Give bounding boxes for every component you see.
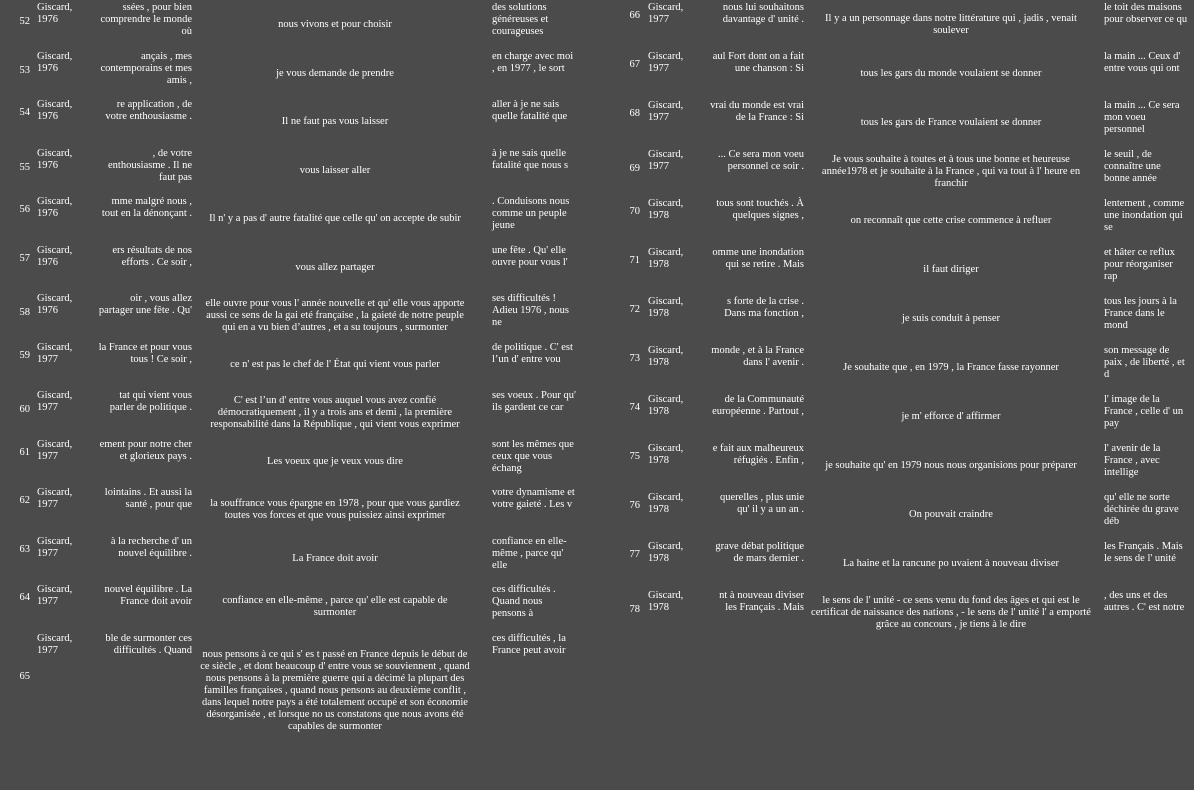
concordance-row bbox=[0, 146, 588, 195]
concordance-row bbox=[612, 588, 1194, 637]
speaker-year: Giscard, 1977 bbox=[37, 341, 73, 365]
left-context: monde , et à la France dans l' avenir . bbox=[711, 345, 804, 368]
row-number: 63 bbox=[19, 543, 30, 555]
left-context: lointains . Et aussi la santé , pour que bbox=[104, 487, 192, 510]
left-context: nous lui souhaitons davantage d' unité . bbox=[722, 2, 804, 25]
right-context: et hâter ce reflux pour réorganiser rap bbox=[1104, 247, 1175, 282]
speaker-year: Giscard, 1977 bbox=[37, 487, 73, 510]
row-number: 74 bbox=[629, 402, 640, 413]
row-number: 70 bbox=[629, 206, 640, 217]
speaker-year: Giscard, 1976 bbox=[37, 2, 73, 25]
concordance-row bbox=[612, 490, 1194, 539]
right-context: qu' elle ne sorte déchirée du grave déb bbox=[1104, 492, 1179, 527]
right-context: sont les mêmes que ceux que vous échang bbox=[492, 438, 574, 474]
row-number: 65 bbox=[19, 670, 30, 682]
left-context: ançais , mes contemporains et mes amis , bbox=[100, 50, 192, 86]
keyword-in-context: ce n' est pas le chef de l' État qui vient vous parler bbox=[230, 358, 440, 370]
left-context: nt à nouveau diviser les Français . Mais bbox=[719, 590, 804, 613]
right-context: la main ... Ce sera mon voeu personnel bbox=[1104, 100, 1180, 135]
concordance-row bbox=[0, 388, 588, 437]
speaker-year: Giscard, 1977 bbox=[648, 100, 684, 123]
keyword-in-context: vous allez partager bbox=[295, 261, 375, 273]
keyword-in-context: Je vous souhaite à toutes et à tous une bonne et heureuse année1978 et je souhaite à la France , qui va tout à l' heure en franchir bbox=[821, 154, 1081, 189]
keyword-in-context: il faut diriger bbox=[923, 264, 979, 275]
keyword-in-context: je m' efforce d' affirmer bbox=[901, 411, 1001, 422]
speaker-year: Giscard, 1978 bbox=[648, 541, 684, 564]
row-number: 53 bbox=[19, 64, 30, 76]
left-context: ement pour notre cher et glorieux pays . bbox=[99, 438, 192, 462]
right-context: , des uns et des autres . C' est notre bbox=[1104, 590, 1185, 613]
speaker-year: Giscard, 1976 bbox=[37, 244, 73, 268]
right-context: ses voeux . Pour qu' ils gardent ce car bbox=[492, 390, 576, 413]
keyword-in-context: Les voeux que je veux vous dire bbox=[267, 455, 403, 467]
right-context: ces difficultés , la France peut avoir bbox=[492, 632, 566, 656]
left-context: nouvel équilibre . La France doit avoir bbox=[104, 584, 192, 607]
speaker-year: Giscard, 1976 bbox=[37, 99, 73, 122]
row-number: 76 bbox=[629, 500, 640, 511]
concordance-row bbox=[612, 0, 1194, 49]
row-number: 72 bbox=[629, 304, 640, 315]
left-context: ... Ce sera mon voeu personnel ce soir . bbox=[717, 149, 804, 172]
left-context: la France et pour vous tous ! Ce soir , bbox=[98, 341, 192, 365]
left-context: oir , vous allez partager une fête . Qu' bbox=[98, 293, 192, 316]
concordance-row bbox=[612, 245, 1194, 294]
row-number: 52 bbox=[19, 16, 30, 27]
keyword-in-context: On pouvait craindre bbox=[909, 509, 993, 520]
keyword-in-context: tous les gars du monde voulaient se donner bbox=[860, 68, 1042, 79]
row-number: 60 bbox=[19, 404, 30, 415]
concordance-row bbox=[0, 582, 588, 631]
speaker-year: Giscard, 1977 bbox=[648, 2, 684, 25]
left-context: à la recherche d' un nouvel équilibre . bbox=[110, 535, 192, 559]
speaker-year: Giscard, 1978 bbox=[648, 492, 684, 515]
speaker-year: Giscard, 1978 bbox=[648, 247, 684, 270]
keyword-in-context: je suis conduit à penser bbox=[902, 313, 1000, 324]
concordance-row bbox=[612, 343, 1194, 392]
right-context: l' image de la France , celle d' un pay bbox=[1104, 394, 1184, 429]
keyword-in-context: Il ne faut pas vous laisser bbox=[281, 116, 389, 127]
left-context: omme une inondation qui se retire . Mais bbox=[712, 247, 804, 270]
concordance-row bbox=[0, 437, 588, 486]
keyword-in-context: je souhaite qu' en 1979 nous nous organisions pour préparer bbox=[825, 460, 1077, 471]
speaker-year: Giscard, 1977 bbox=[648, 149, 684, 172]
right-context: ses difficultés ! Adieu 1976 , nous ne bbox=[492, 293, 569, 328]
keyword-in-context: La haine et la rancune po uvaient à nouveau diviser bbox=[842, 558, 1060, 569]
right-context: son message de paix , de liberté , et d bbox=[1104, 345, 1185, 380]
right-context: confiance en elle-même , parce qu' elle bbox=[492, 535, 567, 571]
right-context: . Conduisons nous comme un peuple jeune bbox=[492, 196, 570, 231]
row-number: 78 bbox=[629, 604, 640, 615]
right-context: le seuil , de connaître une bonne année bbox=[1104, 149, 1161, 184]
concordance-row bbox=[612, 196, 1194, 245]
row-number: 75 bbox=[629, 451, 640, 462]
concordance-row bbox=[612, 441, 1194, 490]
right-concordance-column bbox=[612, 0, 1194, 637]
row-number: 54 bbox=[19, 107, 30, 118]
speaker-year: Giscard, 1976 bbox=[37, 293, 73, 316]
keyword-in-context: tous les gars de France voulaient se donner bbox=[860, 117, 1042, 128]
concordance-row bbox=[0, 0, 588, 49]
keyword-in-context: C' est l’un d' entre vous auquel vous avez confié démocratiquement , il y a trois ans et demi , la première responsabilité dans la République , qui vient vous exprimer bbox=[210, 395, 460, 430]
row-number: 57 bbox=[19, 252, 30, 264]
concordance-row bbox=[612, 392, 1194, 441]
row-number: 73 bbox=[629, 353, 640, 364]
row-number: 69 bbox=[629, 163, 640, 174]
right-context: une fête . Qu' elle ouvre pour vous l' bbox=[492, 244, 568, 268]
right-context: des solutions généreuses et courageuses bbox=[492, 2, 549, 37]
row-number: 71 bbox=[629, 255, 640, 266]
left-context: grave débat politique de mars dernier . bbox=[715, 541, 804, 564]
keyword-in-context: Il y a un personnage dans notre littérature qui , jadis , venait soulever bbox=[825, 13, 1077, 36]
speaker-year: Giscard, 1976 bbox=[37, 196, 73, 219]
row-number: 66 bbox=[629, 10, 640, 21]
concordance-row bbox=[0, 340, 588, 389]
left-context: ssées , pour bien comprendre le monde où bbox=[100, 2, 192, 37]
keyword-in-context: le sens de l' unité - ce sens venu du fond des âges et qui est le certificat de naissance des nations , - le sens de l' unité l' a emporté grâce au concours , je tiens à le dire bbox=[811, 595, 1091, 630]
speaker-year: Giscard, 1978 bbox=[648, 394, 684, 417]
row-number: 55 bbox=[19, 161, 30, 173]
speaker-year: Giscard, 1978 bbox=[648, 443, 684, 466]
left-context: querelles , plus unie qu' il y a un an . bbox=[720, 492, 804, 515]
left-context: de la Communauté européenne . Partout , bbox=[712, 394, 804, 417]
row-number: 67 bbox=[629, 59, 640, 70]
speaker-year: Giscard, 1978 bbox=[648, 345, 684, 368]
speaker-year: Giscard, 1977 bbox=[37, 535, 73, 559]
speaker-year: Giscard, 1977 bbox=[648, 51, 684, 74]
keyword-in-context: nous pensons à ce qui s' es t passé en France depuis le début de ce siècle , et dont beaucoup d' entre vous se souviennent , quand nous pensons à la première guerre qui a décimé la plupart des familles françaises , quand nous pensons au deuxième conflit , dans lequel notre pays a été totalement occupé et son économie désorganisée , et lorsque no us constatons que nous avons été capables de surmonter bbox=[200, 648, 470, 732]
keyword-in-context: vous laisser aller bbox=[299, 164, 371, 176]
concordance-row bbox=[612, 539, 1194, 588]
speaker-year: Giscard, 1977 bbox=[37, 390, 73, 413]
row-number: 61 bbox=[19, 446, 30, 458]
row-number: 77 bbox=[629, 549, 640, 560]
row-number: 59 bbox=[19, 349, 30, 361]
keyword-in-context: elle ouvre pour vous l' année nouvelle et qu' elle vous apporte aussi ce sens de la gai eté française , la gaieté de notre peuple qui en a vu bien d’autres , et a su toujours , surmonter bbox=[205, 298, 465, 333]
speaker-year: Giscard, 1976 bbox=[37, 50, 73, 74]
concordance-row bbox=[0, 194, 588, 243]
row-number: 64 bbox=[19, 592, 30, 603]
left-concordance-column bbox=[0, 0, 588, 751]
concordance-row bbox=[0, 485, 588, 534]
right-context: de politique . C' est l’un d' entre vou bbox=[492, 341, 573, 365]
left-context: ble de surmonter ces difficultés . Quand bbox=[105, 632, 192, 656]
concordance-row bbox=[0, 631, 588, 751]
speaker-year: Giscard, 1978 bbox=[648, 296, 684, 319]
keyword-in-context: la souffrance vous épargne en 1978 , pour que vous gardiez toutes vos forces et que vous puissiez ainsi exprimer bbox=[210, 498, 460, 521]
speaker-year: Giscard, 1976 bbox=[37, 147, 73, 171]
right-context: le toit des maisons pour observer ce qu bbox=[1104, 2, 1188, 25]
right-context: la main ... Ceux d' entre vous qui ont bbox=[1104, 51, 1181, 74]
keyword-in-context: La France doit avoir bbox=[292, 552, 378, 564]
concordance-row bbox=[612, 294, 1194, 343]
keyword-in-context: confiance en elle-même , parce qu' elle est capable de surmonter bbox=[222, 595, 448, 618]
speaker-year: Giscard, 1977 bbox=[37, 438, 73, 462]
row-number: 62 bbox=[19, 495, 30, 506]
speaker-year: Giscard, 1977 bbox=[37, 584, 73, 607]
right-context: votre dynamisme et votre gaieté . Les v bbox=[492, 487, 575, 510]
concordance-row bbox=[0, 49, 588, 98]
speaker-year: Giscard, 1977 bbox=[37, 632, 73, 656]
concordance-row bbox=[0, 243, 588, 292]
concordance-row bbox=[612, 147, 1194, 196]
left-context: mme malgré nous , tout en la dénonçant . bbox=[101, 196, 192, 219]
speaker-year: Giscard, 1978 bbox=[648, 198, 684, 221]
keyword-in-context: nous vivons et pour choisir bbox=[278, 19, 392, 30]
right-context: les Français . Mais le sens de l' unité bbox=[1104, 541, 1183, 564]
right-context: à je ne sais quelle fatalité que nous s bbox=[492, 147, 569, 171]
right-context: lentement , comme une inondation qui se bbox=[1104, 198, 1185, 233]
keyword-in-context: Il n' y a pas d' autre fatalité que celle qu' on accepte de subir bbox=[209, 213, 461, 224]
left-context: tous sont touchés . À quelques signes , bbox=[716, 198, 804, 221]
speaker-year: Giscard, 1978 bbox=[648, 590, 684, 613]
right-context: tous les jours à la France dans le mond bbox=[1104, 296, 1177, 331]
left-context: aul Fort dont on a fait une chanson : Si bbox=[712, 51, 804, 74]
right-context: ces difficultés . Quand nous pensons à bbox=[492, 584, 556, 619]
left-context: tat qui vient vous parler de politique . bbox=[109, 390, 192, 413]
left-context: ers résultats de nos efforts . Ce soir , bbox=[112, 244, 192, 268]
right-context: aller à je ne sais quelle fatalité que bbox=[492, 99, 568, 122]
keyword-in-context: Je souhaite que , en 1979 , la France fasse rayonner bbox=[843, 362, 1059, 373]
concordance-row bbox=[0, 97, 588, 146]
right-context: l' avenir de la France , avec intellige bbox=[1104, 443, 1161, 478]
concordance-row bbox=[0, 534, 588, 583]
row-number: 68 bbox=[629, 108, 640, 119]
left-context: vrai du monde est vrai de la France : Si bbox=[710, 100, 804, 123]
left-context: e fait aux malheureux réfugiés . Enfin , bbox=[712, 443, 804, 466]
concordance-row bbox=[612, 98, 1194, 147]
concordance-row bbox=[612, 49, 1194, 98]
row-number: 56 bbox=[19, 204, 30, 215]
left-context: re application , de votre enthousiasme . bbox=[105, 99, 192, 122]
left-context: , de votre enthousiasme . Il ne faut pas bbox=[108, 147, 192, 183]
keyword-in-context: je vous demande de prendre bbox=[276, 67, 394, 79]
keyword-in-context: on reconnaît que cette crise commence à refluer bbox=[850, 215, 1052, 226]
right-context: en charge avec moi , en 1977 , le sort bbox=[492, 50, 574, 74]
left-context: s forte de la crise . Dans ma fonction , bbox=[724, 296, 804, 319]
row-number: 58 bbox=[19, 307, 30, 318]
concordance-row bbox=[0, 291, 588, 340]
